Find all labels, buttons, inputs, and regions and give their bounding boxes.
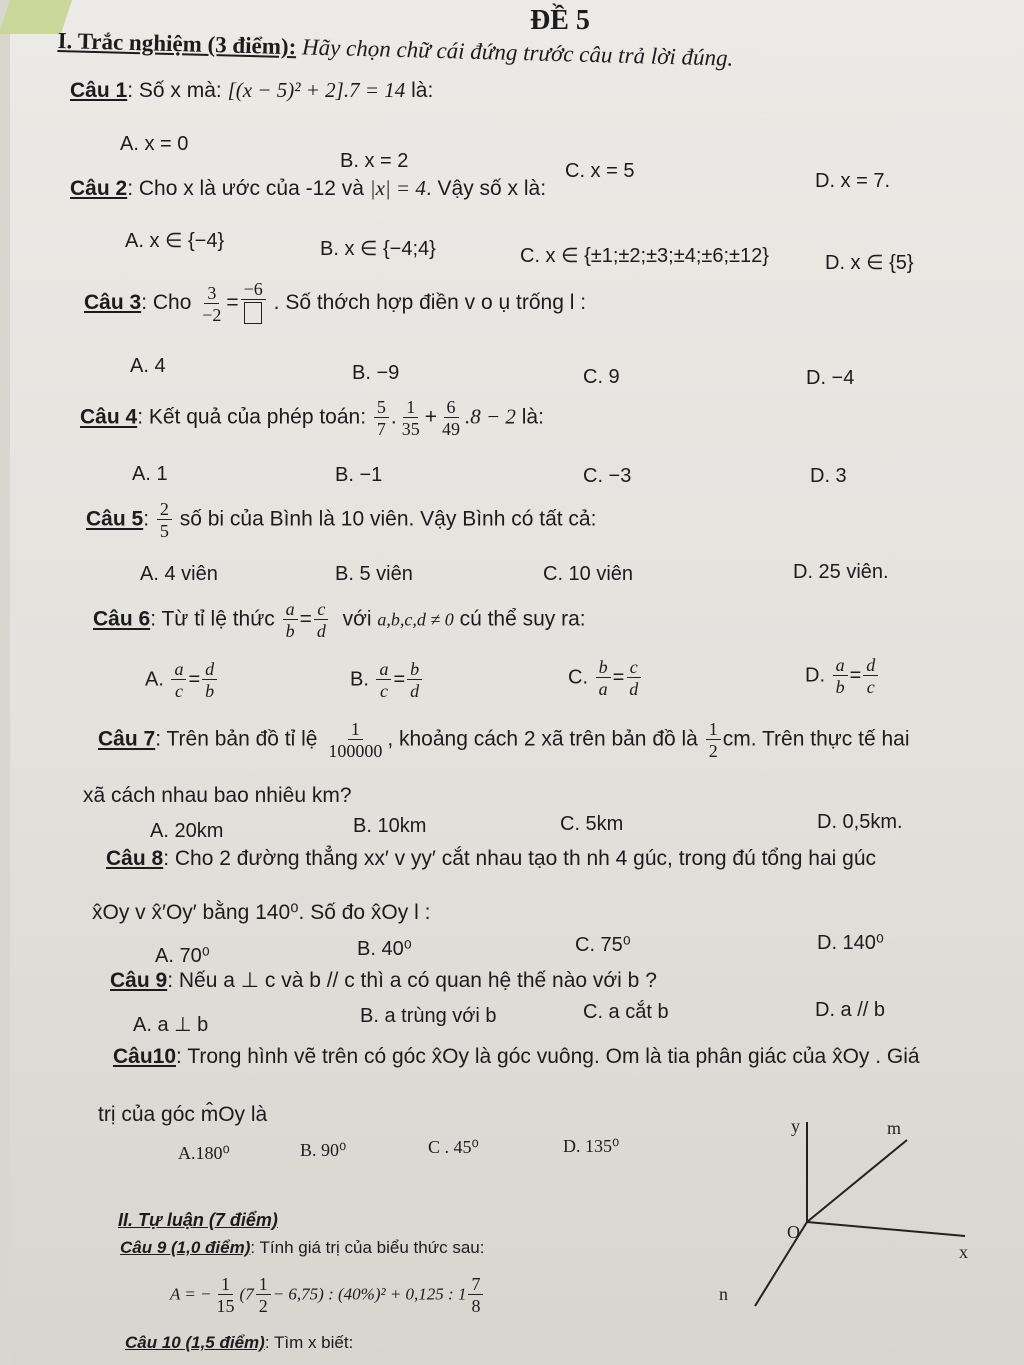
q10-option-c[interactable]: C . 45⁰	[428, 1137, 479, 1157]
q2-option-c[interactable]: C. x ∈ {±1;±2;±3;±4;±6;±12}	[520, 245, 769, 267]
q9-option-c[interactable]: C. a cắt b	[583, 1001, 669, 1023]
q6-option-c[interactable]: C. $\frac{b}{a}$ = $\frac{c}{d}$	[568, 658, 643, 698]
q4-option-a[interactable]: A. 1	[132, 463, 168, 485]
label-y: y	[791, 1116, 800, 1136]
q8-option-d[interactable]: D. 140⁰	[817, 932, 884, 954]
q9-option-a[interactable]: A. a ⊥ b	[133, 1014, 209, 1036]
label-m: m	[887, 1118, 902, 1138]
q7-stem: Câu 7: Trên bản đồ tỉ lệ $\frac{1}{100000}$ , khoảng cách 2 xã trên bản đồ là $\frac{1}{2}$ cm. Trên thực tế hai	[98, 719, 910, 761]
q10-stem: Câu10: Trong hình vẽ trên có góc x̂Oy là góc vuông. Om là tia phân giác của x̂Oy . Giá	[113, 1045, 920, 1068]
q4-stem: Câu 4: Kết quả của phép toán: $\frac{5}{7}$ . $\frac{1}{35}$ + $\frac{6}{49}$ .8 − 2 là:	[80, 397, 544, 439]
q3-option-b[interactable]: B. −9	[352, 362, 400, 384]
q9-option-b[interactable]: B. a trùng với b	[360, 1005, 497, 1027]
q7-option-d[interactable]: D. 0,5km.	[817, 811, 903, 833]
q4-option-d[interactable]: D. 3	[810, 465, 847, 487]
blank-box	[244, 302, 262, 324]
q10-option-d[interactable]: D. 135⁰	[563, 1136, 620, 1156]
q3-option-d[interactable]: D. −4	[806, 367, 855, 389]
exam-sheet	[10, 0, 1024, 1365]
ray-ox	[807, 1222, 965, 1236]
q6-option-b[interactable]: B. $\frac{a}{c}$ = $\frac{b}{d}$	[350, 660, 424, 700]
q3-fraction-left: $\frac{3}{-2}$	[202, 282, 222, 325]
expression-a: A = − $\frac{1}{15}$ (7 $\frac{1}{2}$ − 6,75) : (40%)² + 0,125 : 1 $\frac{7}{8}$	[170, 1275, 485, 1315]
q9-option-d[interactable]: D. a // b	[815, 999, 886, 1021]
label-o: O	[787, 1222, 800, 1242]
label-x: x	[959, 1242, 968, 1262]
q8-stem-line2: x̂Oy v x̂′Oy′ bằng 140⁰. Số đo x̂Oy l :	[92, 901, 431, 924]
q1-option-c[interactable]: C. x = 5	[565, 160, 635, 182]
q10-option-a[interactable]: A.180⁰	[178, 1143, 230, 1163]
q1-option-d[interactable]: D. x = 7.	[815, 170, 891, 192]
q4-option-b[interactable]: B. −1	[335, 464, 383, 486]
q5-option-b[interactable]: B. 5 viên	[335, 563, 413, 585]
q3-option-c[interactable]: C. 9	[583, 366, 620, 388]
section1-heading: I. Trắc nghiệm (3 điểm): Hãy chọn chữ cái đứng trước câu trả lời đúng.	[57, 28, 734, 71]
q8-option-a[interactable]: A. 70⁰	[155, 945, 210, 967]
q2-option-a[interactable]: A. x ∈ {−4}	[125, 230, 225, 252]
q3-stem: Câu 3: Cho $\frac{3}{-2}$ = −6 . Số thớch hợp điền v o ụ trống l :	[84, 280, 586, 327]
q1-stem: Câu 1: Số x mà: [(x − 5)² + 2].7 = 14 là:	[70, 78, 434, 102]
q10-stem-line2: trị của góc m̂Oy là	[98, 1103, 268, 1126]
q7-stem-line2: xã cách nhau bao nhiêu km?	[83, 784, 352, 807]
q5-option-c[interactable]: C. 10 viên	[543, 563, 634, 585]
q2-option-b[interactable]: B. x ∈ {−4;4}	[320, 238, 436, 260]
q4-option-c[interactable]: C. −3	[583, 465, 632, 487]
section2-q9: Câu 9 (1,0 điểm): Tính giá trị của biểu thức sau:	[120, 1238, 485, 1257]
q5-option-d[interactable]: D. 25 viên.	[793, 561, 889, 583]
exam-title: ĐỀ 5	[530, 5, 590, 36]
q5-option-a[interactable]: A. 4 viên	[140, 563, 218, 585]
q8-stem: Câu 8: Cho 2 đường thẳng xx′ v yy′ cắt nhau tạo th nh 4 gúc, trong đú tổng hai gúc	[106, 847, 877, 870]
section2-heading: II. Tự luận (7 điểm)	[118, 1210, 278, 1230]
q6-stem: Câu 6: Từ tỉ lệ thức $\frac{a}{b}$ = $\frac{c}{d}$ với a,b,c,d ≠ 0 cú thể suy ra:	[93, 599, 586, 641]
q2-option-d[interactable]: D. x ∈ {5}	[825, 252, 914, 274]
q10-option-b[interactable]: B. 90⁰	[300, 1140, 347, 1160]
q8-option-c[interactable]: C. 75⁰	[575, 934, 631, 956]
q1-option-b[interactable]: B. x = 2	[340, 150, 409, 172]
q3-fraction-right: −6	[241, 280, 266, 327]
ray-om	[807, 1140, 907, 1222]
q2-stem: Câu 2: Cho x là ước của -12 và |x| = 4. Vậy số x là:	[70, 176, 547, 200]
angle-figure	[715, 1110, 995, 1310]
q6-option-d[interactable]: D. $\frac{a}{b}$ = $\frac{d}{c}$	[805, 656, 880, 696]
section2-q10: Câu 10 (1,5 điểm): Tìm x biết:	[125, 1333, 354, 1352]
q3-option-a[interactable]: A. 4	[130, 355, 166, 377]
q1-option-a[interactable]: A. x = 0	[120, 133, 189, 155]
q8-option-b[interactable]: B. 40⁰	[357, 938, 412, 960]
label-n: n	[719, 1284, 728, 1304]
q7-option-b[interactable]: B. 10km	[353, 815, 427, 837]
q6-option-a[interactable]: A. $\frac{a}{c}$ = $\frac{d}{b}$	[145, 660, 219, 700]
q7-option-a[interactable]: A. 20km	[150, 820, 224, 842]
q5-stem: Câu 5: $\frac{2}{5}$ số bi của Bình là 10 viên. Vậy Bình có tất cả:	[86, 499, 597, 541]
q7-option-c[interactable]: C. 5km	[560, 813, 624, 835]
q9-stem: Câu 9: Nếu a ⊥ c và b // c thì a có quan hệ thế nào với b ?	[110, 969, 657, 992]
